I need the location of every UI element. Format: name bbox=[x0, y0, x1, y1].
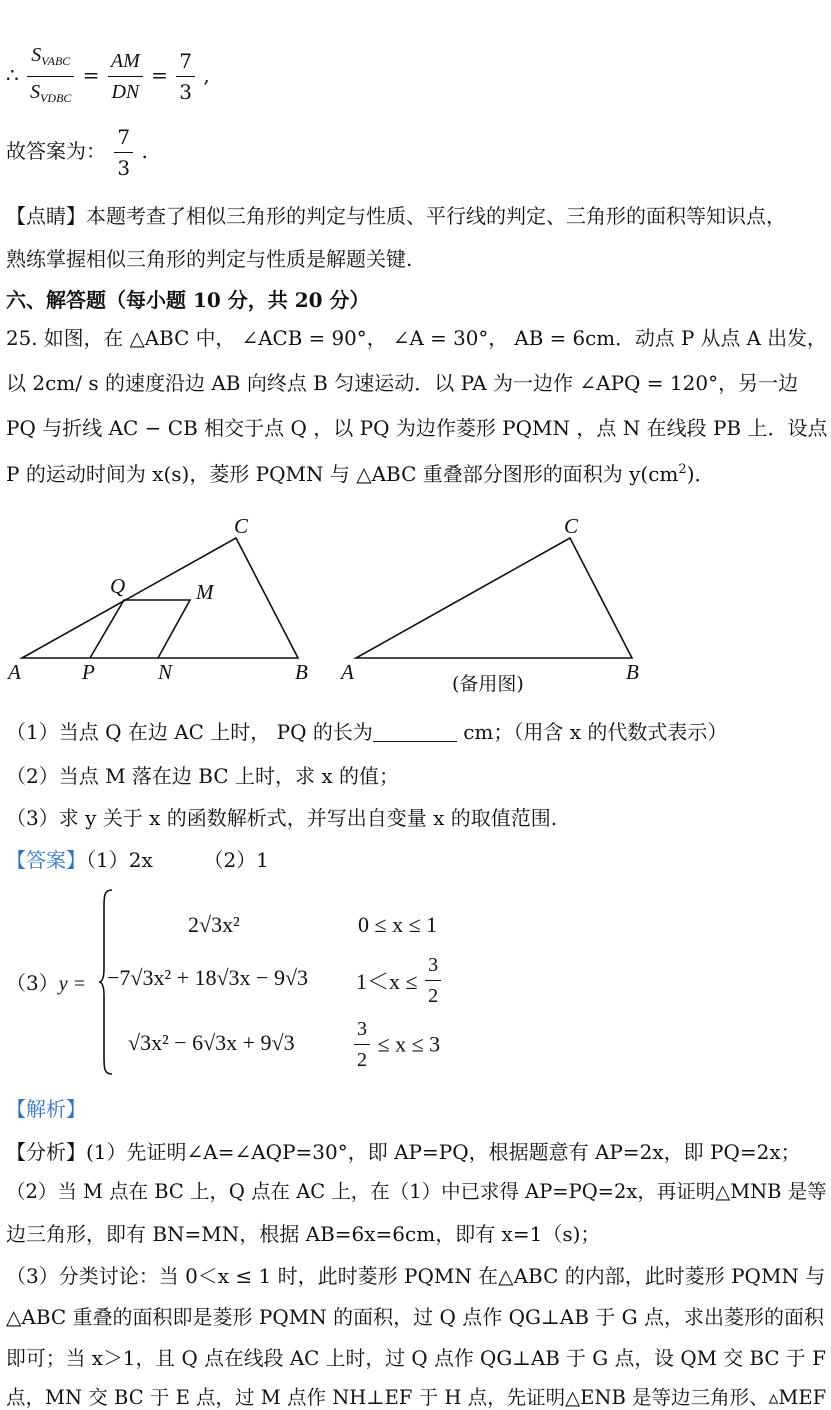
analysis-line-2: （2）当 M 点在 BC 上，Q 点在 AC 上，在（1）中已求得 AP=PQ=2x，再证明△MNB 是等 bbox=[6, 1180, 827, 1203]
piece-1-expression: 2√3x² bbox=[188, 912, 240, 937]
analysis-line-4: （3）分类讨论：当 0＜x ≤ 1 时，此时菱形 PQMN 在△ABC 的内部，此时菱形 PQMN 与 bbox=[6, 1264, 826, 1288]
analysis-line-1: 【分析】(1）先证明∠A=∠AQP=30°，即 AP=PQ，根据题意有 AP=2x，即 PQ=2x； bbox=[6, 1140, 801, 1164]
answer-tag: 【答案】 bbox=[6, 848, 86, 872]
comment-line-2: 熟练掌握相似三角形的判定与性质是解题关键. bbox=[6, 247, 413, 271]
segment-ratio-fraction: $\frac{AM}{DN}$ bbox=[108, 46, 143, 107]
analysis-line-7: 点，MN 交 BC 于 E 点，过 M 点作 NH⊥EF 于 H 点，先证明△ENB 是等边三角形、▵MEF bbox=[6, 1386, 827, 1409]
question-1: （1）当点 Q 在边 AC 上时， PQ 的长为 cm；（用含 x 的代数式表示） bbox=[6, 720, 728, 744]
label-p: P bbox=[82, 660, 95, 684]
answer-line: 故答案为： $\frac{7}{3}$ . bbox=[6, 122, 148, 183]
analysis-line-5: △ABC 重叠的面积即是菱形 PQMN 的面积，过 Q 点作 QG⊥AB 于 G 点，求出菱形的面积 bbox=[6, 1305, 824, 1329]
label-c: C bbox=[234, 514, 249, 538]
answer-part-3-prefix: （3）y = bbox=[6, 971, 87, 995]
area-ratio-fraction: $\frac{S_{VABC}}{S_{VDBC}}$ bbox=[27, 40, 74, 113]
problem-line-3: PQ 与折线 AC − CB 相交于点 Q ，以 PQ 为边作菱形 PQMN ，点 N 在线段 PB 上．设点 bbox=[6, 416, 828, 440]
therefore-symbol: ∴ bbox=[6, 63, 19, 87]
seven-thirds-fraction: $\frac{7}{3}$ bbox=[176, 46, 195, 107]
piece-3-range: $\frac{3}{2}$ ≤ x ≤ 3 bbox=[352, 1014, 440, 1075]
section-title: 六、解答题（每小题 10 分，共 20 分） bbox=[6, 288, 370, 312]
figure-2-spare-diagram bbox=[330, 505, 660, 700]
answer-fraction: $\frac{7}{3}$ bbox=[114, 122, 133, 183]
label-a: A bbox=[8, 660, 21, 684]
answer-part-1: （1）2x bbox=[86, 848, 153, 872]
rhombus-pqmn bbox=[90, 600, 190, 658]
analysis-line-3: 边三角形，即有 BN=MN，根据 AB=6x=6cm，即有 x=1（s)； bbox=[6, 1222, 601, 1246]
ratio-line: ∴ $\frac{S_{VABC}}{S_{VDBC}}$ = $\frac{AM}{DN}$ = $\frac{7}{3}$ , bbox=[6, 40, 210, 113]
piece-3-expression: √3x² − 6√3x + 9√3 bbox=[128, 1030, 295, 1055]
label-m: M bbox=[196, 580, 214, 604]
label-b: B bbox=[295, 660, 308, 684]
problem-line-1: 25. 如图，在 △ABC 中， ∠ACB = 90°， ∠A = 30°， AB = 6cm．动点 P 从点 A 出发， bbox=[6, 327, 827, 350]
label-q: Q bbox=[110, 574, 126, 598]
problem-line-4: P 的运动时间为 x(s)，菱形 PQMN 与 △ABC 重叠部分图形的面积为 $y(cm^2)$． bbox=[6, 462, 715, 486]
question-2: （2）当点 M 落在边 BC 上时，求 x 的值； bbox=[6, 764, 399, 788]
label-c-spare: C bbox=[564, 514, 579, 538]
triangle-abc-spare bbox=[356, 538, 632, 658]
figure-1-diagram bbox=[0, 505, 330, 690]
label-n: N bbox=[158, 660, 173, 684]
spare-figure-caption: (备用图) bbox=[452, 673, 524, 695]
label-b-spare: B bbox=[626, 660, 639, 684]
triangle-abc bbox=[22, 538, 298, 658]
answer-part-2: （2）1 bbox=[203, 848, 269, 872]
analysis-line-6: 即可；当 x＞1，且 Q 点在线段 AC 上时，过 Q 点作 QG⊥AB 于 G 点，设 QM 交 BC 于 F bbox=[6, 1347, 826, 1370]
piece-2-expression: −7√3x² + 18√3x − 9√3 bbox=[107, 965, 309, 990]
answer-blank bbox=[373, 723, 457, 742]
analysis-tag: 【解析】 bbox=[6, 1097, 86, 1121]
answer-heading bbox=[6, 844, 269, 873]
piece-1-range: 0 ≤ x ≤ 1 bbox=[358, 912, 438, 937]
label-a-spare: A bbox=[341, 660, 354, 684]
question-3: （3）求 y 关于 x 的函数解析式，并写出自变量 x 的取值范围. bbox=[6, 806, 558, 830]
piece-2-range: 1＜x ≤ $\frac{3}{2}$ bbox=[356, 950, 443, 1011]
comment-line-1: 【点睛】本题考查了相似三角形的判定与性质、平行线的判定、三角形的面积等知识点， bbox=[6, 204, 786, 228]
problem-line-2: 以 2cm/ s 的速度沿边 AB 向终点 B 匀速运动．以 PA 为一边作 ∠APQ = 120°，另一边 bbox=[6, 371, 799, 395]
